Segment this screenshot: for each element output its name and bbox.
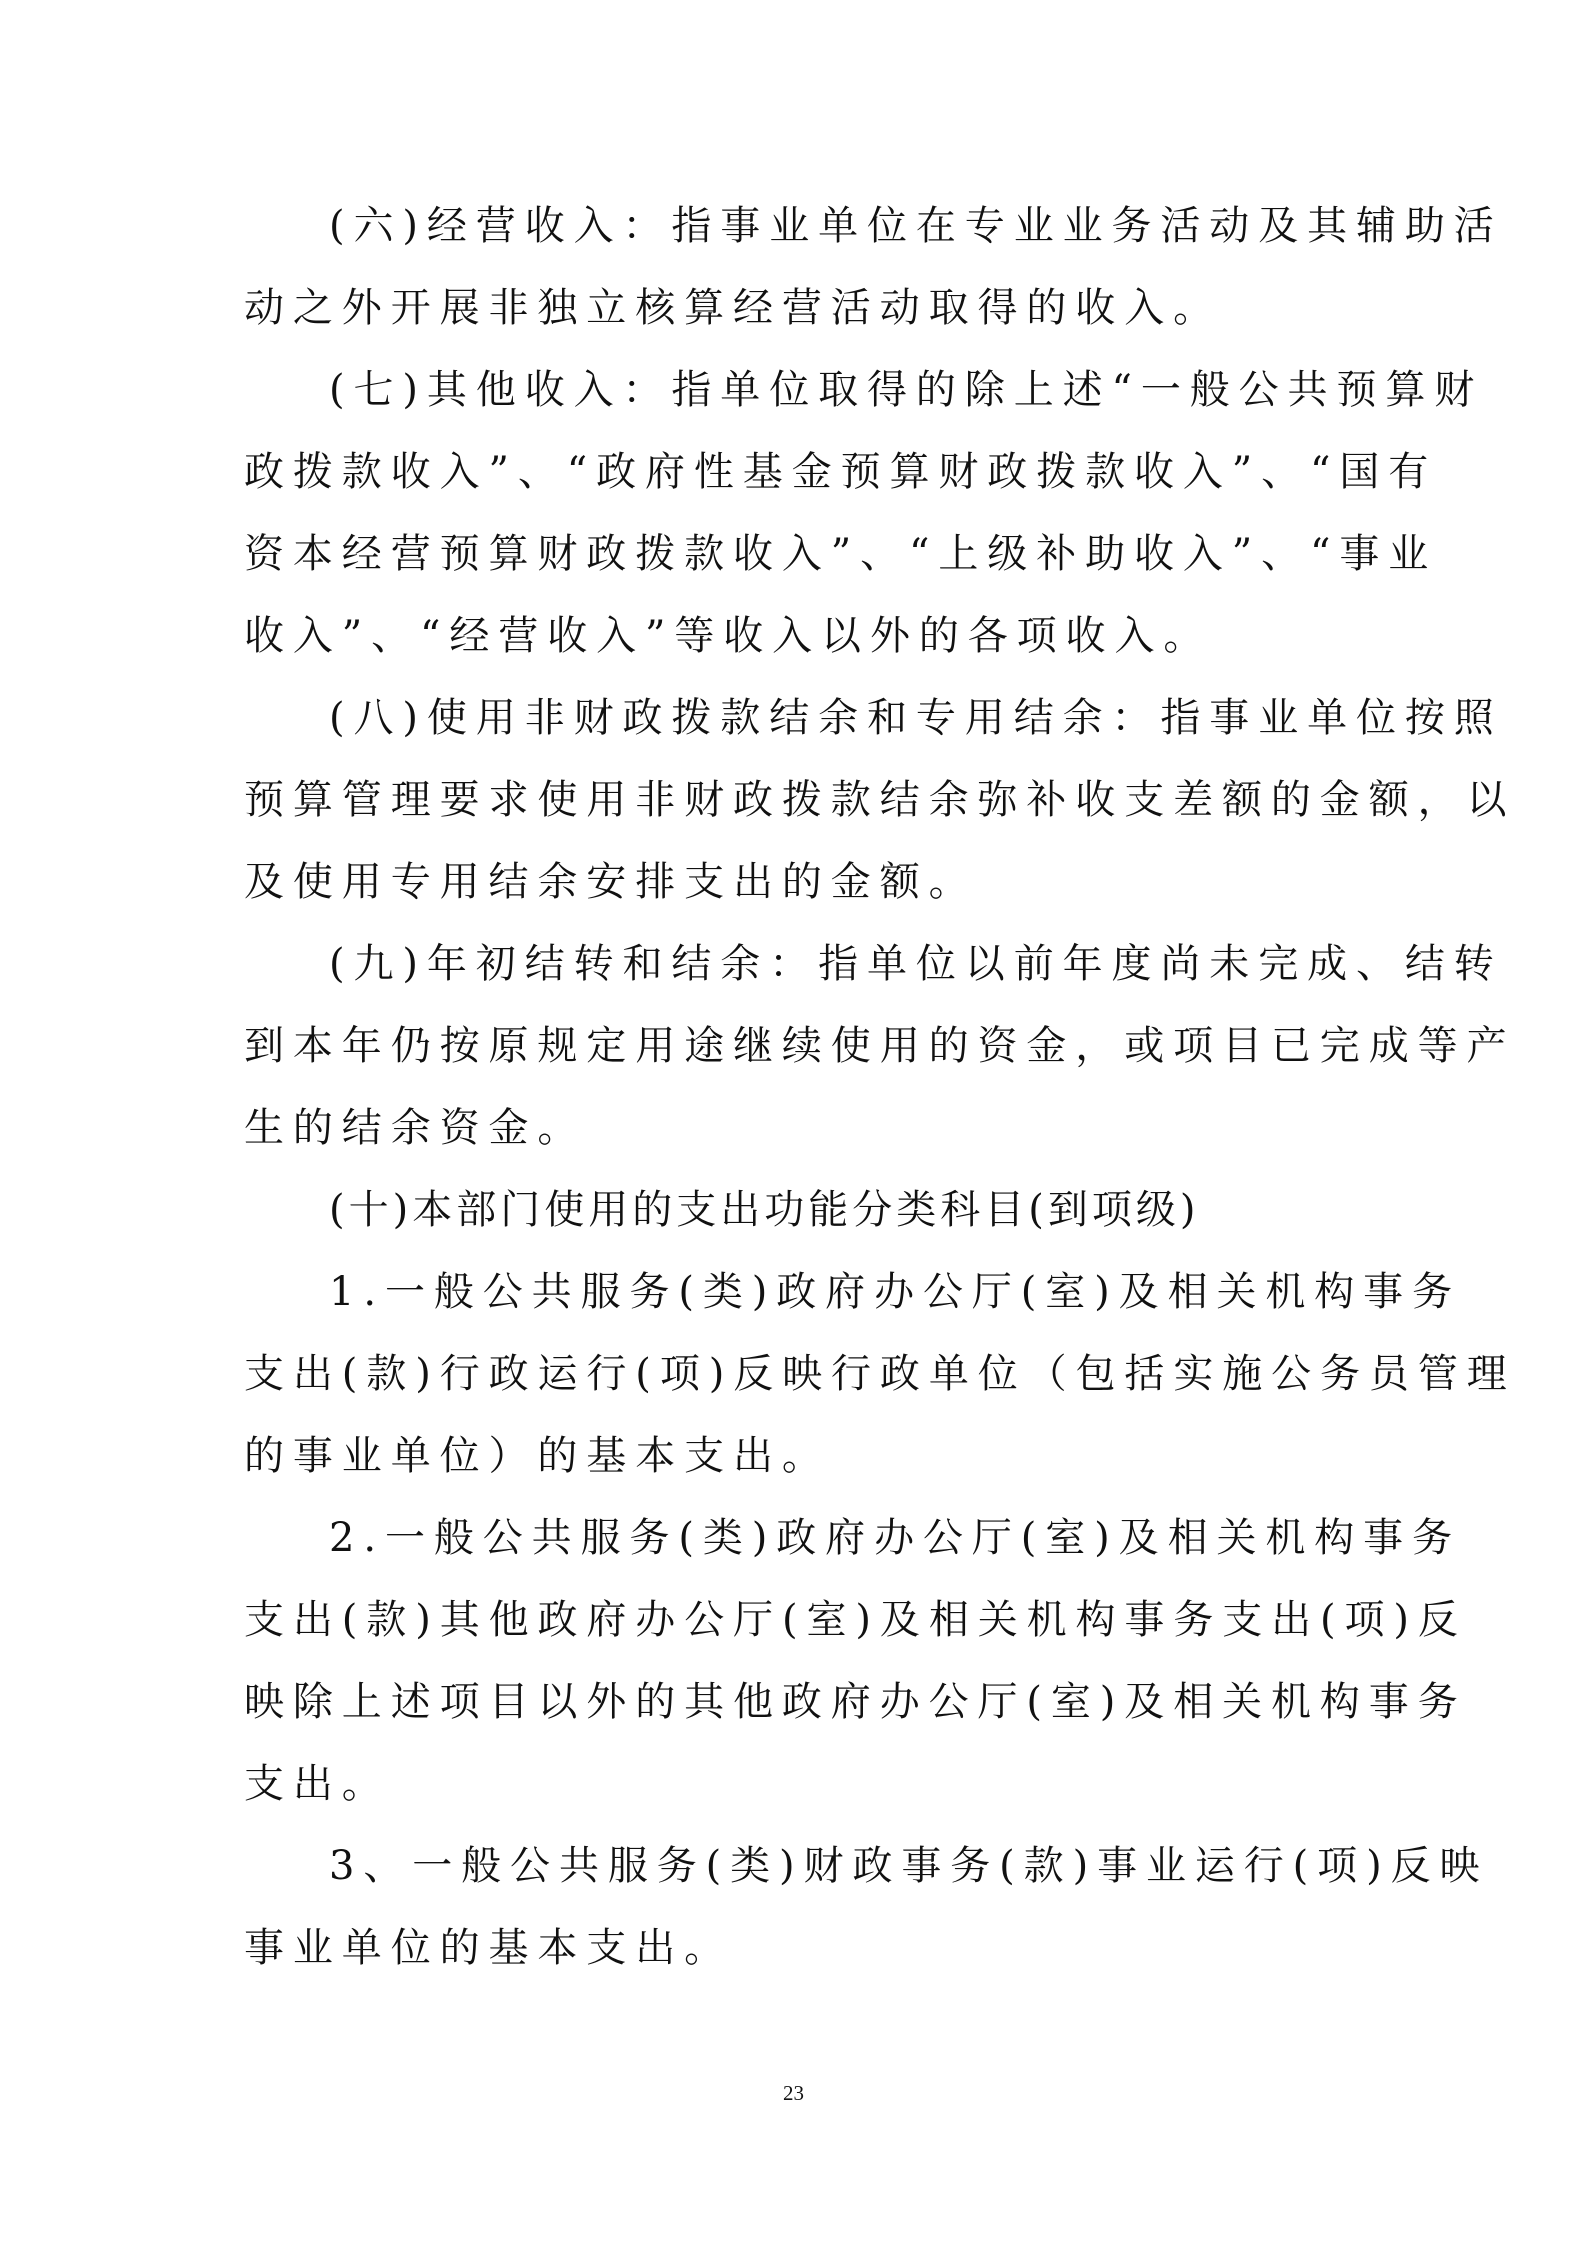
text-line: 到本年仍按原规定用途继续使用的资金，或项目已完成等产 bbox=[244, 1023, 1516, 1069]
text-line: (八)使用非财政拨款结余和专用结余：指事业单位按照 bbox=[329, 695, 1503, 741]
text-line: 政拨款收入”、“政府性基金预算财政拨款收入”、“国有 bbox=[244, 449, 1438, 495]
text-line: 的事业单位）的基本支出。 bbox=[244, 1433, 831, 1479]
text-line: 支出(款)行政运行(项)反映行政单位（包括实施公务员管理 bbox=[244, 1351, 1516, 1397]
text-line: (六)经营收入：指事业单位在专业业务活动及其辅助活 bbox=[329, 203, 1503, 249]
text-line: 生的结余资金。 bbox=[244, 1105, 587, 1151]
text-line: 事业单位的基本支出。 bbox=[244, 1925, 733, 1971]
text-line: (九)年初结转和结余：指单位以前年度尚未完成、结转 bbox=[329, 941, 1503, 987]
text-line: 预算管理要求使用非财政拨款结余弥补收支差额的金额，以 bbox=[244, 777, 1516, 823]
text-line: 收入”、“经营收入”等收入以外的各项收入。 bbox=[244, 613, 1213, 659]
text-line: 及使用专用结余安排支出的金额。 bbox=[244, 859, 978, 905]
text-line: 动之外开展非独立核算经营活动取得的收入。 bbox=[244, 285, 1222, 331]
page-number: 23 bbox=[783, 2081, 804, 2105]
text-line: (七)其他收入：指单位取得的除上述“一般公共预算财 bbox=[329, 367, 1484, 413]
section-heading: (十)本部门使用的支出功能分类科目(到项级) bbox=[329, 1187, 1200, 1233]
text-line: 2.一般公共服务(类)政府办公厅(室)及相关机构事务 bbox=[329, 1515, 1461, 1561]
text-line: 资本经营预算财政拨款收入”、“上级补助收入”、“事业 bbox=[244, 531, 1438, 577]
text-line: 1.一般公共服务(类)政府办公厅(室)及相关机构事务 bbox=[329, 1269, 1461, 1315]
text-line: 支出。 bbox=[244, 1761, 391, 1807]
text-line: 支出(款)其他政府办公厅(室)及相关机构事务支出(项)反 bbox=[244, 1597, 1467, 1643]
text-line: 3、一般公共服务(类)财政事务(款)事业运行(项)反映 bbox=[329, 1843, 1489, 1889]
text-line: 映除上述项目以外的其他政府办公厅(室)及相关机构事务 bbox=[244, 1679, 1467, 1725]
